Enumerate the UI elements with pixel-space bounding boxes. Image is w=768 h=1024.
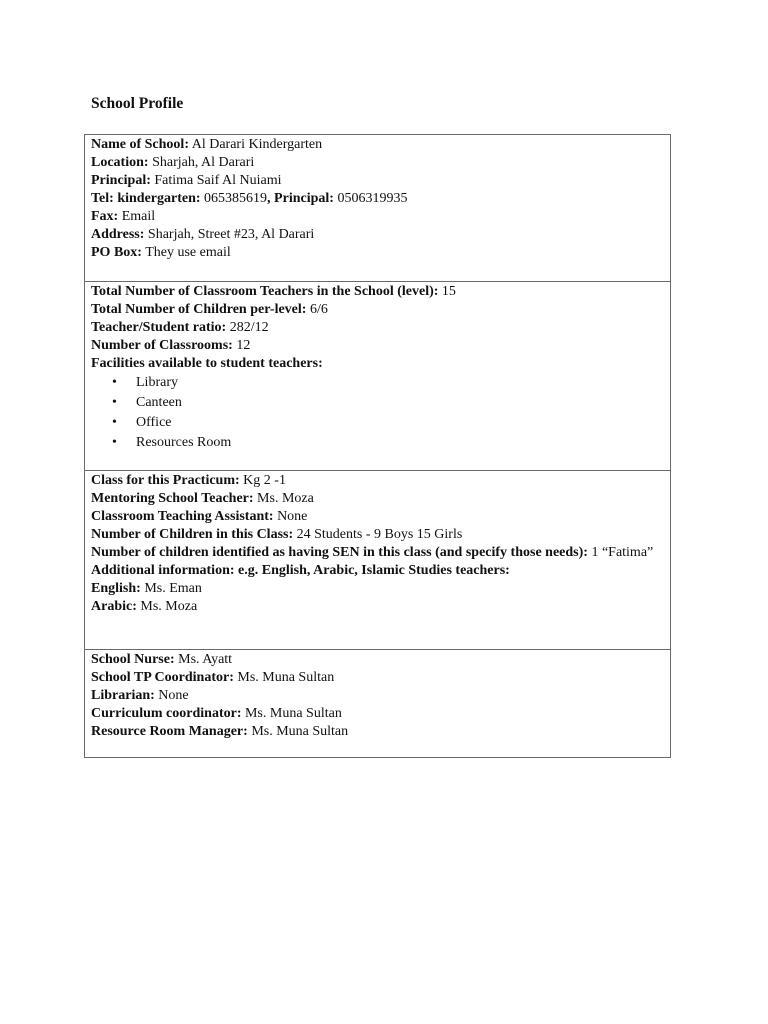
- teachers-line: [91, 283, 664, 301]
- class-value: Kg 2 -1: [243, 473, 286, 488]
- pobox-label: PO Box:: [91, 245, 142, 260]
- fax-label: Fax:: [91, 209, 119, 224]
- resource-label: Resource Room Manager:: [91, 724, 248, 739]
- assistant-label: Classroom Teaching Assistant:: [91, 509, 274, 524]
- teachers-value: 15: [441, 284, 456, 299]
- sen-label: Number of children identified as having SEN in this class (and specify those needs):: [91, 545, 588, 560]
- curriculum-value: Ms. Muna Sultan: [244, 706, 342, 721]
- arabic-line: [91, 598, 664, 616]
- location-line: [91, 154, 664, 172]
- tel-principal-value: 0506319935: [337, 191, 408, 206]
- tel-separator: ,: [267, 191, 271, 206]
- additional-info-label: Additional information: e.g. English, Arabic, Islamic Studies teachers:: [91, 563, 510, 578]
- tel-label: Tel: kindergarten:: [91, 191, 201, 206]
- classrooms-value: 12: [236, 338, 251, 353]
- children-level-value: 6/6: [309, 302, 328, 317]
- children-level-label: Total Number of Children per-level:: [91, 302, 307, 317]
- curriculum-label: Curriculum coordinator:: [91, 706, 242, 721]
- pobox-value: They use email: [145, 245, 231, 260]
- tp-coordinator-label: School TP Coordinator:: [91, 670, 234, 685]
- classrooms-line: [91, 337, 664, 355]
- fax-line: [91, 208, 664, 226]
- list-item: [91, 373, 664, 393]
- class-line: [91, 472, 664, 490]
- facility-label: Canteen: [136, 395, 182, 410]
- bullet-icon: •: [112, 395, 117, 410]
- facility-label: Library: [136, 375, 178, 390]
- librarian-label: Librarian:: [91, 688, 155, 703]
- ratio-label: Teacher/Student ratio:: [91, 320, 227, 335]
- tel-line: [91, 190, 664, 208]
- list-item: [91, 393, 664, 413]
- librarian-value: None: [158, 688, 189, 703]
- mentor-value: Ms. Moza: [257, 491, 314, 506]
- teachers-label: Total Number of Classroom Teachers in the School (level):: [91, 284, 439, 299]
- nurse-line: [91, 651, 664, 669]
- staffing-section: [85, 281, 670, 470]
- class-children-label: Number of Children in this Class:: [91, 527, 294, 542]
- assistant-value: None: [277, 509, 308, 524]
- bullet-icon: •: [112, 415, 117, 430]
- english-value: Ms. Eman: [144, 581, 202, 596]
- tel-kindergarten-value: 065385619: [204, 191, 268, 206]
- practicum-section: [85, 470, 670, 649]
- nurse-value: Ms. Ayatt: [178, 652, 233, 667]
- principal-label: Principal:: [91, 173, 151, 188]
- curriculum-line: [91, 705, 664, 723]
- tp-coordinator-line: [91, 669, 664, 687]
- location-value: Sharjah, Al Darari: [152, 155, 255, 170]
- pobox-line: [91, 244, 664, 262]
- fax-value: Email: [121, 209, 156, 224]
- class-label: Class for this Practicum:: [91, 473, 240, 488]
- page-title: School Profile: [91, 95, 184, 112]
- sen-line: [91, 544, 664, 562]
- facilities-list: [91, 373, 664, 453]
- facilities-line: [91, 355, 664, 373]
- tp-coordinator-value: Ms. Muna Sultan: [237, 670, 335, 685]
- mentor-label: Mentoring School Teacher:: [91, 491, 254, 506]
- children-level-line: [91, 301, 664, 319]
- ratio-value: 282/12: [229, 320, 269, 335]
- address-label: Address:: [91, 227, 145, 242]
- facilities-label: Facilities available to student teachers:: [91, 356, 323, 371]
- librarian-line: [91, 687, 664, 705]
- principal-line: [91, 172, 664, 190]
- arabic-label: Arabic:: [91, 599, 137, 614]
- list-item: [91, 413, 664, 433]
- classrooms-label: Number of Classrooms:: [91, 338, 233, 353]
- list-item: [91, 433, 664, 453]
- mentor-line: [91, 490, 664, 508]
- english-line: [91, 580, 664, 598]
- resource-value: Ms. Muna Sultan: [251, 724, 349, 739]
- nurse-label: School Nurse:: [91, 652, 175, 667]
- school-name-line: [91, 136, 664, 154]
- class-children-line: [91, 526, 664, 544]
- bullet-icon: •: [112, 375, 117, 390]
- school-name-label: Name of School:: [91, 137, 189, 152]
- additional-info-line: [91, 562, 664, 580]
- tel-principal-label: Principal:: [274, 191, 334, 206]
- class-children-value: 24 Students - 9 Boys 15 Girls: [296, 527, 463, 542]
- bullet-icon: •: [112, 435, 117, 450]
- english-label: English:: [91, 581, 141, 596]
- profile-table: [84, 134, 671, 758]
- school-name-value: Al Darari Kindergarten: [191, 137, 323, 152]
- resource-line: [91, 723, 664, 741]
- ratio-line: [91, 319, 664, 337]
- address-value: Sharjah, Street #23, Al Darari: [147, 227, 315, 242]
- facility-label: Resources Room: [136, 435, 232, 450]
- principal-value: Fatima Saif Al Nuiami: [154, 173, 282, 188]
- arabic-value: Ms. Moza: [140, 599, 198, 614]
- address-line: [91, 226, 664, 244]
- sen-value: 1 “Fatima”: [591, 545, 654, 560]
- school-details-section: [85, 135, 670, 281]
- location-label: Location:: [91, 155, 149, 170]
- assistant-line: [91, 508, 664, 526]
- contacts-section: [85, 649, 670, 757]
- facility-label: Office: [136, 415, 172, 430]
